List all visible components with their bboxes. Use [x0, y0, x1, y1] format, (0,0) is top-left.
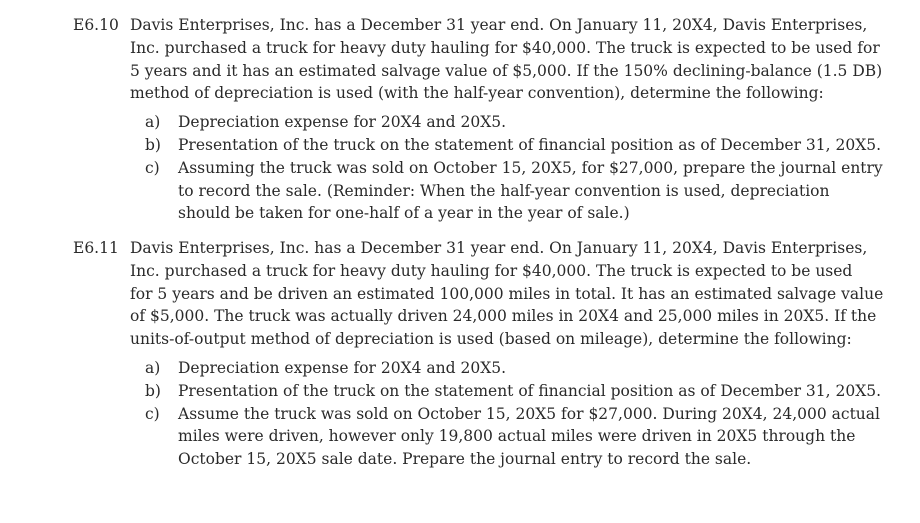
- part-line: Assuming the truck was sold on October 15, 20X5, for $27,000, prepare the journal entry: [178, 158, 883, 177]
- part-a: [145, 111, 900, 134]
- intro-line: method of depreciation is used (with the half-year convention), determine the following:: [130, 84, 824, 103]
- intro-line: Davis Enterprises, Inc. has a December 31 year end. On January 11, 20X4, Davis Enterprises,: [130, 16, 868, 34]
- exercise-e6-11: [20, 237, 900, 471]
- part-text: [178, 403, 900, 471]
- exercise-number: E6.11: [73, 239, 119, 257]
- exercise-parts: [20, 357, 900, 471]
- part-marker: b): [145, 381, 161, 400]
- intro-line: Inc. purchased a truck for heavy duty hauling for $40,000. The truck is expected to be used: [130, 261, 853, 280]
- exercise-intro: [130, 237, 884, 351]
- part-line: Presentation of the truck on the statement of financial position as of December 31, 20X5.: [178, 135, 882, 154]
- part-line: Presentation of the truck on the statement of financial position as of December 31, 20X5.: [178, 381, 882, 400]
- part-marker: c): [145, 404, 160, 423]
- part-text: [178, 157, 900, 225]
- part-text: [178, 357, 900, 380]
- intro-line: for 5 years and be driven an estimated 100,000 miles in total. It has an estimated salvage value: [130, 284, 884, 303]
- part-line: Depreciation expense for 20X4 and 20X5.: [178, 358, 507, 377]
- exercise-intro: [130, 14, 883, 105]
- intro-line: 5 years and it has an estimated salvage value of $5,000. If the 150% declining-balance (1.5 DB): [130, 61, 883, 80]
- part-c: [145, 403, 900, 471]
- part-b: [145, 134, 900, 157]
- part-line: to record the sale. (Reminder: When the half-year convention is used, depreciation: [178, 181, 830, 200]
- part-line: October 15, 20X5 sale date. Prepare the journal entry to record the sale.: [178, 450, 752, 469]
- exercise-number: E6.10: [73, 16, 119, 34]
- exercise-e6-10: [20, 14, 900, 225]
- part-marker: a): [145, 113, 161, 132]
- part-line: Depreciation expense for 20X4 and 20X5.: [178, 113, 507, 132]
- part-line: Assume the truck was sold on October 15, 20X5 for $27,000. During 20X4, 24,000 actual: [178, 404, 880, 423]
- intro-line: units-of-output method of depreciation is used (based on mileage), determine the following:: [130, 330, 852, 349]
- part-marker: c): [145, 158, 160, 177]
- part-text: [178, 111, 900, 134]
- part-line: should be taken for one-half of a year in the year of sale.): [178, 204, 630, 223]
- part-marker: b): [145, 135, 161, 154]
- part-c: [145, 157, 900, 225]
- part-text: [178, 380, 900, 403]
- intro-line: Inc. purchased a truck for heavy duty hauling for $40,000. The truck is expected to be used for: [130, 38, 880, 57]
- part-line: miles were driven, however only 19,800 actual miles were driven in 20X5 through the: [178, 427, 856, 446]
- exercise-parts: [20, 111, 900, 225]
- intro-line: Davis Enterprises, Inc. has a December 31 year end. On January 11, 20X4, Davis Enterprises,: [130, 239, 868, 257]
- cut-off-previous-line: [0, 0, 920, 6]
- part-text: [178, 134, 900, 157]
- part-b: [145, 380, 900, 403]
- part-a: [145, 357, 900, 380]
- part-marker: a): [145, 358, 161, 377]
- intro-line: of $5,000. The truck was actually driven 24,000 miles in 20X4 and 25,000 miles in 20X5. If the: [130, 307, 877, 326]
